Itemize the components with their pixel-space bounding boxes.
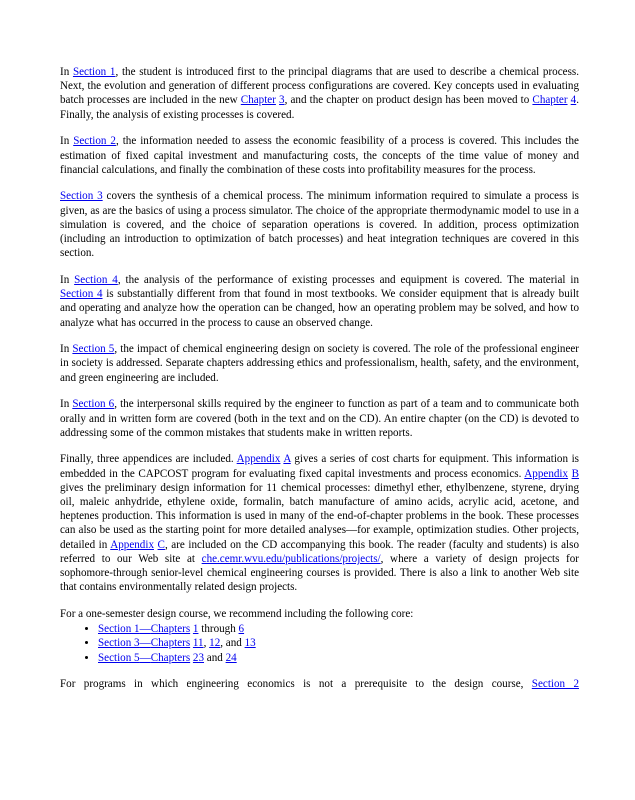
paragraph-appendices: Finally, three appendices are included. Appendix A gives a series of cost charts for equipment. This information is embedded in the CAPCOST program for evaluating fixed capital investments and process economics. Appendix B gives the preliminary design information for 11 chemical processes: dimethyl ether, ethylbenzene, styrene, drying oil, maleic anhydride, ethylene oxide, formalin, batch manufacture of amino acids, acrylic acid, acetone, and heptenes production. This information is used in many of the end-of-chapter problems in the book. These processes can also be used as the starting point for more detailed analyses—for example, optimization studies. Other projects, detailed in Appendix C, are included on the CD accompanying this book. The reader (faculty and students) is also referred to our Web site at che.cemr.wvu.edu/publications/projects/, where a variety of design projects for sophomore-through senior-level chemical engineering courses is provided. There is also a link to another Web site that contains environmentally related design projects. bbox=[60, 453, 579, 594]
link-chapter-6[interactable]: 6 bbox=[238, 623, 245, 636]
paragraph-economics: For programs in which engineering economics is not a prerequisite to the design course, Section 2 bbox=[60, 678, 579, 691]
link-list-dash-2[interactable]: — bbox=[139, 637, 151, 650]
link-appendix-b-word[interactable]: Appendix bbox=[524, 467, 569, 480]
document-page bbox=[60, 65, 579, 692]
link-section-4-second[interactable]: Section 4 bbox=[60, 288, 103, 301]
link-chapter-12[interactable]: 12 bbox=[209, 637, 221, 650]
link-chapter-3-word[interactable]: Chapter bbox=[240, 94, 276, 107]
link-section-3[interactable]: Section 3 bbox=[60, 190, 103, 203]
paragraph-section-3: Section 3 covers the synthesis of a chemical process. The minimum information required to simulate a process is given, as are the basics of using a process simulator. The choice of the appropriate thermodynamic model to use in a simulation is covered, and the choice of separation operations is covered. In addition, process optimization (including an introduction to optimization of batch processes) and heat integration techniques are covered in this section. bbox=[60, 190, 579, 260]
link-chapter-11[interactable]: 11 bbox=[192, 637, 204, 650]
link-chapter-3-number[interactable]: 3 bbox=[279, 94, 285, 107]
paragraph-section-6: In Section 6, the interpersonal skills required by the engineer to function as part of a team and to communicate both orally and in written form are covered (both in the text and on the CD). An entire chapter (on the CD) is devoted to addressing some of the common mistakes that students make in written reports. bbox=[60, 398, 580, 439]
link-list-chapters-2[interactable]: Chapters bbox=[150, 637, 191, 650]
link-appendix-c-word[interactable]: Appendix bbox=[110, 538, 154, 551]
link-chapter-1[interactable]: 1 bbox=[192, 623, 199, 636]
link-appendix-a-word[interactable]: Appendix bbox=[236, 453, 281, 466]
link-chapter-13[interactable]: 13 bbox=[244, 637, 256, 650]
link-list-dash-1[interactable]: — bbox=[139, 623, 151, 636]
link-appendix-c-letter[interactable]: C bbox=[157, 538, 165, 551]
list-item: • Section 5—Chapters 23 and 24 bbox=[98, 651, 579, 665]
link-section-6[interactable]: Section 6 bbox=[72, 398, 115, 411]
paragraph-core-intro: For a one-semester design course, we recommend including the following core: bbox=[60, 608, 414, 620]
link-list-section-3[interactable]: Section 3 bbox=[98, 637, 140, 650]
link-section-2-last[interactable]: Section 2 bbox=[531, 678, 579, 691]
link-chapter-23[interactable]: 23 bbox=[192, 651, 205, 664]
core-course-list bbox=[98, 622, 579, 665]
link-appendix-b-letter[interactable]: B bbox=[571, 467, 579, 480]
list-item: • Section 3—Chapters 11, 12, and 13 bbox=[98, 636, 579, 650]
link-web-site[interactable]: che.cemr.wvu.edu/publications/projects/ bbox=[201, 552, 381, 565]
link-list-dash-3[interactable]: — bbox=[139, 651, 151, 664]
link-section-2[interactable]: Section 2 bbox=[73, 135, 116, 148]
link-chapter-24[interactable]: 24 bbox=[225, 651, 237, 664]
link-chapter-4-word[interactable]: Chapter bbox=[532, 94, 568, 107]
link-list-section-5[interactable]: Section 5 bbox=[98, 651, 140, 664]
paragraph-section-1: In Section 1, the student is introduced first to the principal diagrams that are used to describe a chemical process. Next, the evolution and generation of different process configurations are covered. Key concepts used in evaluating batch processes are included in the new Chapter 3, and the chapter on product design has been moved to Chapter 4. Finally, the analysis of existing processes is covered. bbox=[60, 66, 579, 121]
paragraph-section-5: In Section 5, the impact of chemical engineering design on society is covered. The role of the professional engineer in society is addressed. Separate chapters addressing ethics and professionalism, health, safety, and the environment, and green engineering are included. bbox=[60, 343, 579, 384]
list-item: • Section 1—Chapters 1 through 6 bbox=[98, 622, 579, 636]
link-list-chapters-3[interactable]: Chapters bbox=[150, 651, 191, 664]
link-section-4[interactable]: Section 4 bbox=[74, 273, 118, 286]
paragraph-section-4: In Section 4, the analysis of the performance of existing processes and equipment is covered. The material in Section 4 is substantially different from that found in most textbooks. We consider equipment that is already built and operating and analyze how the operation can be changed, how an operating problem may be solved, and how to analyze what has occurred in the process to cause an observed change. bbox=[60, 273, 579, 329]
link-appendix-a-letter[interactable]: A bbox=[283, 453, 291, 466]
link-section-5[interactable]: Section 5 bbox=[72, 343, 115, 356]
paragraph-section-2: In Section 2, the information needed to assess the economic feasibility of a process is covered. This includes the estimation of fixed capital investment and manufacturing costs, the concepts of the time value of money and financial calculations, and finally the combination of these costs into profitability measures for the process. bbox=[60, 135, 579, 176]
link-section-1[interactable]: Section 1 bbox=[72, 66, 116, 78]
link-list-section-1[interactable]: Section 1 bbox=[98, 623, 140, 636]
link-list-chapters-1[interactable]: Chapters bbox=[150, 623, 191, 636]
link-chapter-4-number[interactable]: 4 bbox=[570, 94, 577, 107]
